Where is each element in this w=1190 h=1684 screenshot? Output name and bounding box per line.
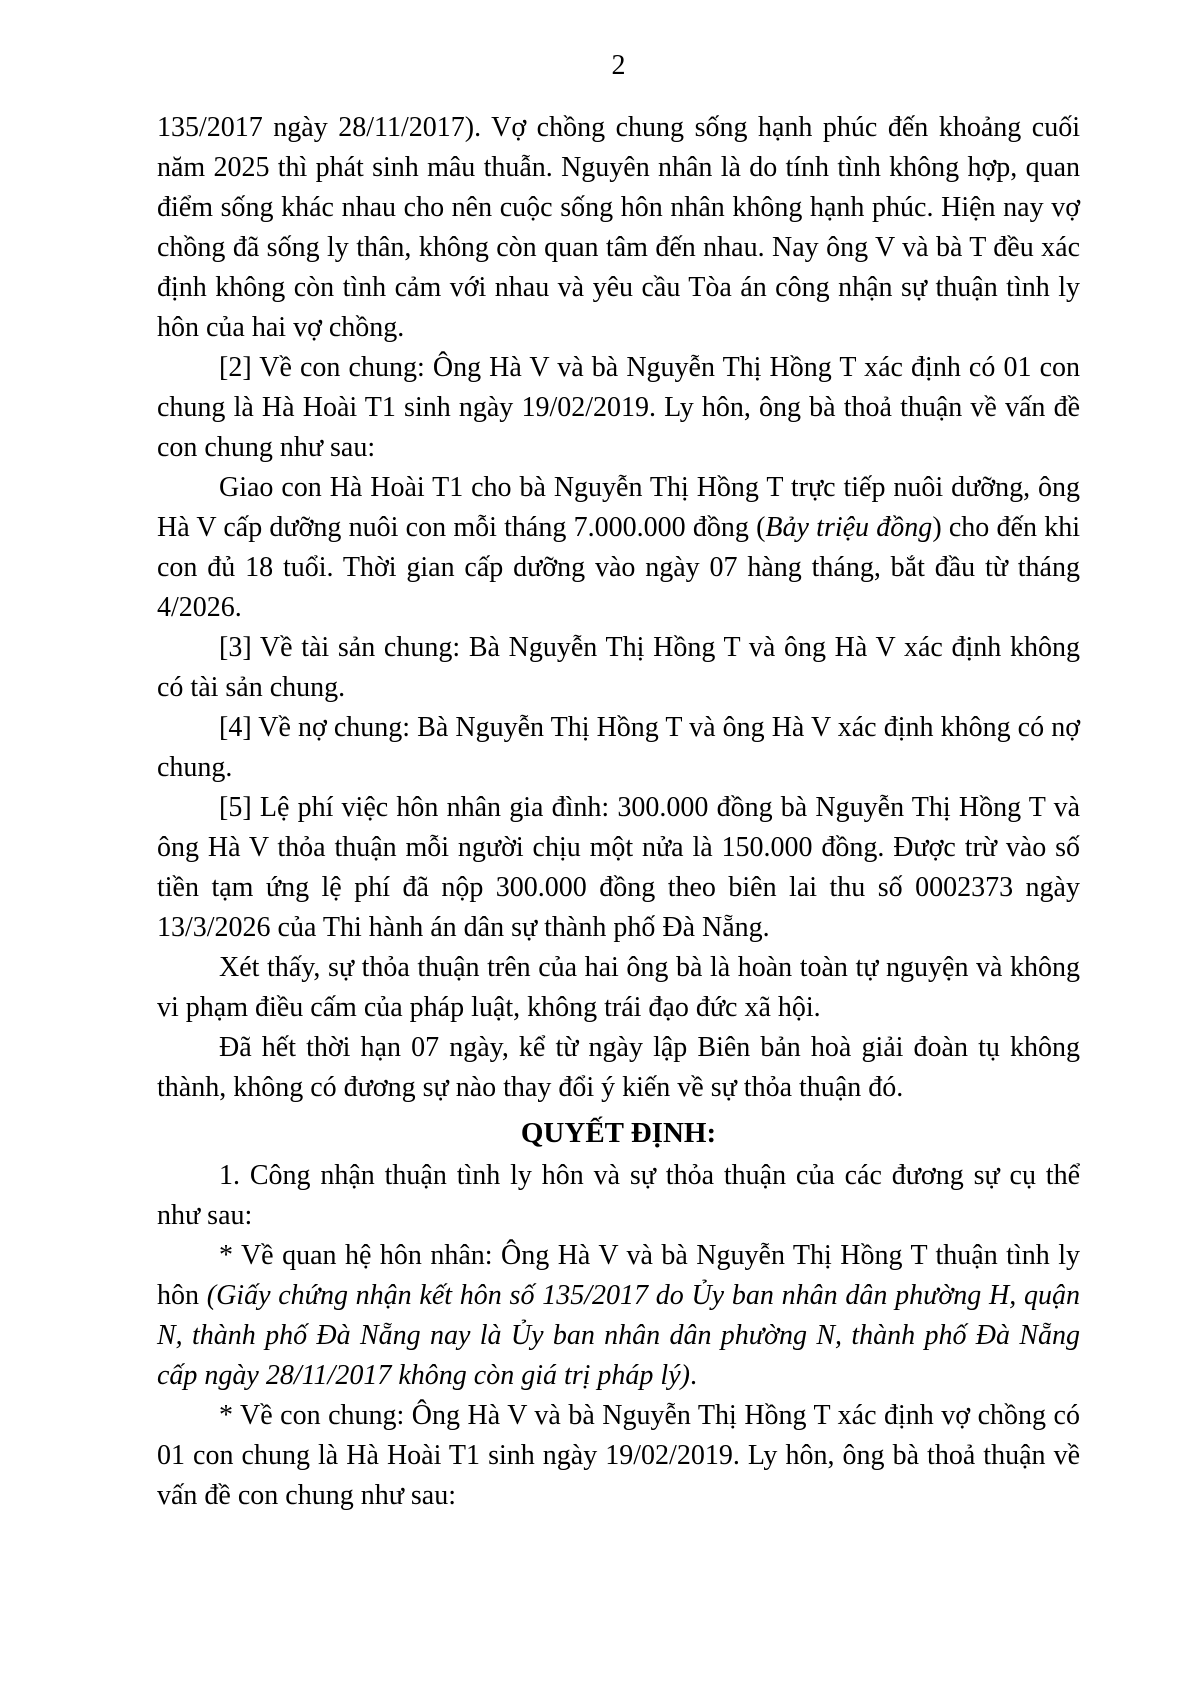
text-run: Giao con Hà Hoài T1 cho bà Nguyễn Thị Hồng T trực tiếp nuôi dưỡng, ông Hà V cấp dưỡng nuôi con mỗi tháng 7.000.000 đồng ( <box>157 472 1080 543</box>
text-run: 135/2017 ngày 28/11/2017). Vợ chồng chung sống hạnh phúc đến khoảng cuối năm 2025 thì phát sinh mâu thuẫn. Nguyên nhân là do tính tình không hợp, quan điểm sống khác nhau cho nên cuộc sống hôn nhân không hạnh phúc. Hiện nay vợ chồng đã sống ly thân, không còn quan tâm đến nhau. Nay ông V và bà T đều xác định không còn tình cảm với nhau và yêu cầu Tòa án công nhận sự thuận tình ly hôn của hai vợ chồng. <box>157 112 1080 343</box>
paragraph <box>157 108 1080 348</box>
text-run: 1. Công nhận thuận tình ly hôn và sự thỏa thuận của các đương sự cụ thể như sau: <box>157 1160 1080 1231</box>
paragraph <box>157 468 1080 628</box>
text-run: * Về con chung: Ông Hà V và bà Nguyễn Thị Hồng T xác định vợ chồng có 01 con chung là Hà Hoài T1 sinh ngày 19/02/2019. Ly hôn, ông bà thoả thuận về vấn đề con chung như sau: <box>157 1400 1080 1511</box>
page-number: 2 <box>611 50 626 81</box>
paragraph <box>157 1028 1080 1108</box>
paragraph <box>157 788 1080 948</box>
italic-text-run: Bảy triệu đồng <box>765 512 933 543</box>
text-run: Đã hết thời hạn 07 ngày, kể từ ngày lập Biên bản hoà giải đoàn tụ không thành, không có đương sự nào thay đổi ý kiến về sự thỏa thuận đó. <box>157 1032 1080 1103</box>
text-run: . <box>689 1360 697 1391</box>
paragraph <box>157 708 1080 788</box>
text-run: Xét thấy, sự thỏa thuận trên của hai ông bà là hoàn toàn tự nguyện và không vi phạm điều cấm của pháp luật, không trái đạo đức xã hội. <box>157 952 1080 1023</box>
text-run: [5] Lệ phí việc hôn nhân gia đình: 300.000 đồng bà Nguyễn Thị Hồng T và ông Hà V thỏa thuận mỗi người chịu một nửa là 150.000 đồng. Được trừ vào số tiền tạm ứng lệ phí đã nộp 300.000 đồng theo biên lai thu số 0002373 ngày 13/3/2026 của Thi hành án dân sự thành phố Đà Nẵng. <box>157 792 1080 943</box>
text-run: [2] Về con chung: Ông Hà V và bà Nguyễn Thị Hồng T xác định có 01 con chung là Hà Hoài T1 sinh ngày 19/02/2019. Ly hôn, ông bà thoả thuận về vấn đề con chung như sau: <box>157 352 1080 463</box>
text-run: ) cho đến khi con đủ 18 tuổi. Thời gian cấp dưỡng vào ngày 07 hàng tháng, bắt đầu từ tháng 4/2026. <box>157 512 1080 623</box>
paragraph <box>157 948 1080 1028</box>
document-body <box>157 108 1080 1516</box>
text-run: [4] Về nợ chung: Bà Nguyễn Thị Hồng T và ông Hà V xác định không có nợ chung. <box>157 712 1080 783</box>
text-run: * Về quan hệ hôn nhân: Ông Hà V và bà Nguyễn Thị Hồng T thuận tình ly hôn <box>157 1240 1080 1311</box>
paragraph <box>157 1236 1080 1396</box>
text-run: [3] Về tài sản chung: Bà Nguyễn Thị Hồng T và ông Hà V xác định không có tài sản chung. <box>157 632 1080 703</box>
paragraph <box>157 1156 1080 1236</box>
paragraph <box>157 628 1080 708</box>
section-heading: QUYẾT ĐỊNH: <box>520 1117 717 1149</box>
paragraph <box>157 348 1080 468</box>
italic-text-run: (Giấy chứng nhận kết hôn số 135/2017 do Ủy ban nhân dân phường H, quận N, thành phố Đà Nẵng nay là Ủy ban nhân dân phường N, thành phố Đà Nẵng cấp ngày 28/11/2017 không còn giá trị pháp lý) <box>157 1280 1080 1391</box>
paragraph <box>157 1396 1080 1516</box>
